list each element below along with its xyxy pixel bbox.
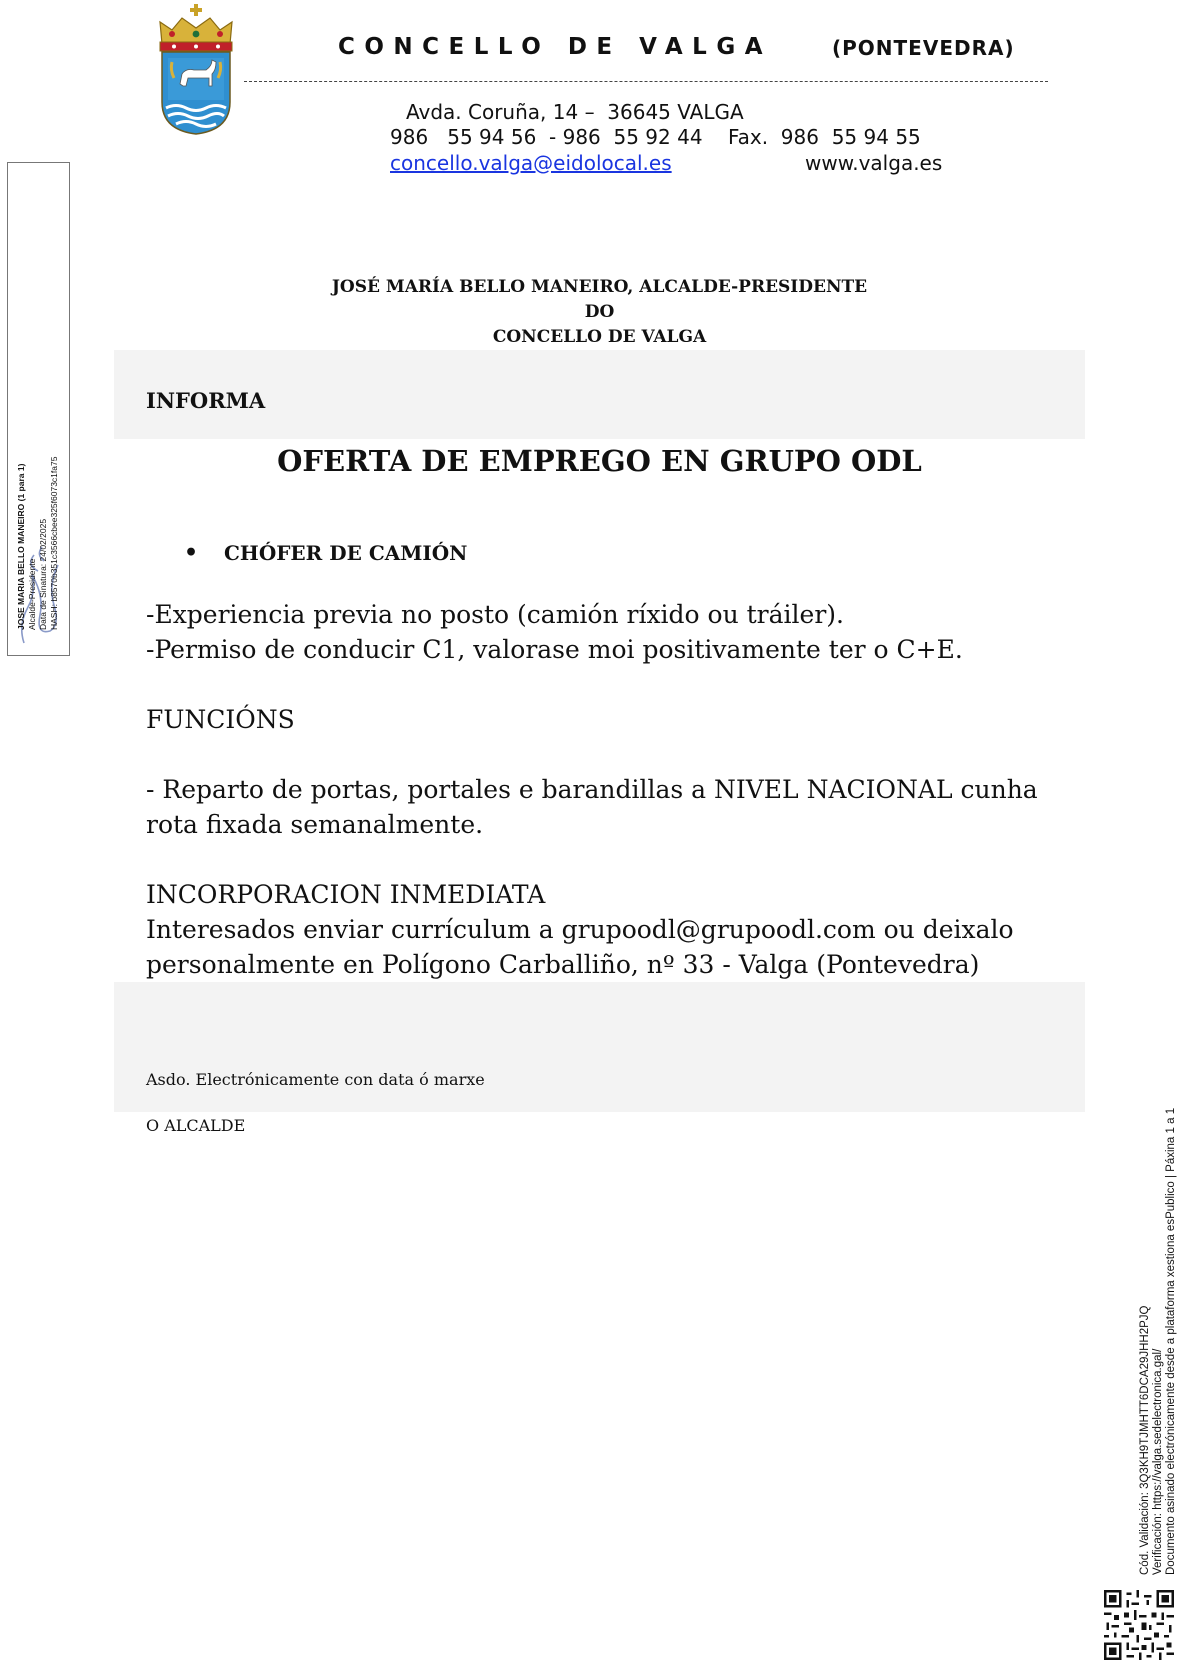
email-link[interactable]: concello.valga@eidolocal.es bbox=[390, 151, 672, 175]
verification-url: Verificación: https://valga.sedelectronica.gal/ bbox=[1152, 1348, 1164, 1575]
requirement-experience: -Experiencia previa no posto (camión ríxido ou tráiler). bbox=[146, 600, 844, 629]
municipality-title: CONCELLO DE VALGA bbox=[338, 34, 773, 60]
incorporation-note: INCORPORACION INMEDIATA bbox=[146, 880, 546, 909]
signature-hash: HASH: b8570b351c3566cbee325f6073c1fa75 bbox=[49, 456, 59, 630]
website: www.valga.es bbox=[805, 151, 943, 175]
signer-role: Alcalde-Presidente bbox=[27, 558, 37, 630]
validation-code: Cód. Validación: 3Q3KH9TJMHTT6DCA29JHH2PJQ bbox=[1139, 1305, 1151, 1575]
position-title: CHÓFER DE CAMIÓN bbox=[224, 541, 468, 565]
authority-line-1: JOSÉ MARÍA BELLO MANEIRO, ALCALDE-PRESIDENTE bbox=[331, 277, 868, 297]
functions-heading: FUNCIÓNS bbox=[146, 705, 295, 734]
contact-line-2: personalmente en Polígono Carballiño, nº 33 - Valga (Pontevedra) bbox=[146, 950, 980, 979]
coat-of-arms-icon bbox=[154, 4, 238, 136]
bullet-icon: • bbox=[184, 540, 199, 566]
function-line-1: - Reparto de portas, portales e barandillas a NIVEL NACIONAL cunha bbox=[146, 775, 1038, 804]
validation-footer bbox=[1088, 1055, 1181, 1575]
signoff-band bbox=[114, 982, 1085, 1112]
signature-date: Data de Sinatura: 24/02/2025 bbox=[38, 518, 48, 630]
phone-fax: 986 55 94 56 - 986 55 92 44 Fax. 986 55 94 55 bbox=[390, 125, 921, 149]
authority-line-2: DO bbox=[584, 302, 615, 322]
offer-title: OFERTA DE EMPREGO EN GRUPO ODL bbox=[277, 444, 922, 478]
signer-name: JOSE MARIA BELLO MANEIRO (1 para 1) bbox=[16, 463, 26, 630]
address: Avda. Coruña, 14 – 36645 VALGA bbox=[406, 100, 744, 124]
e-signature-note: Documento asinado electrónicamente desde a plataforma xestiona esPublico | Páxina 1 a 1 bbox=[1165, 1107, 1177, 1575]
province-label: (PONTEVEDRA) bbox=[832, 36, 1015, 60]
qr-code-icon bbox=[1104, 1590, 1174, 1660]
authority-line-3: CONCELLO DE VALGA bbox=[492, 327, 707, 347]
requirement-license: -Permiso de conducir C1, valorase moi positivamente ter o C+E. bbox=[146, 635, 963, 664]
signed-note: Asdo. Electrónicamente con data ó marxe bbox=[146, 1070, 485, 1089]
contact-line-1: Interesados enviar currículum a grupoodl@grupoodl.com ou deixalo bbox=[146, 915, 1014, 944]
signature-stamp-text bbox=[16, 170, 60, 630]
header-divider bbox=[244, 81, 1048, 82]
informa-label: INFORMA bbox=[146, 388, 266, 413]
function-line-2: rota fixada semanalmente. bbox=[146, 810, 484, 839]
mayor-label: O ALCALDE bbox=[146, 1116, 246, 1135]
